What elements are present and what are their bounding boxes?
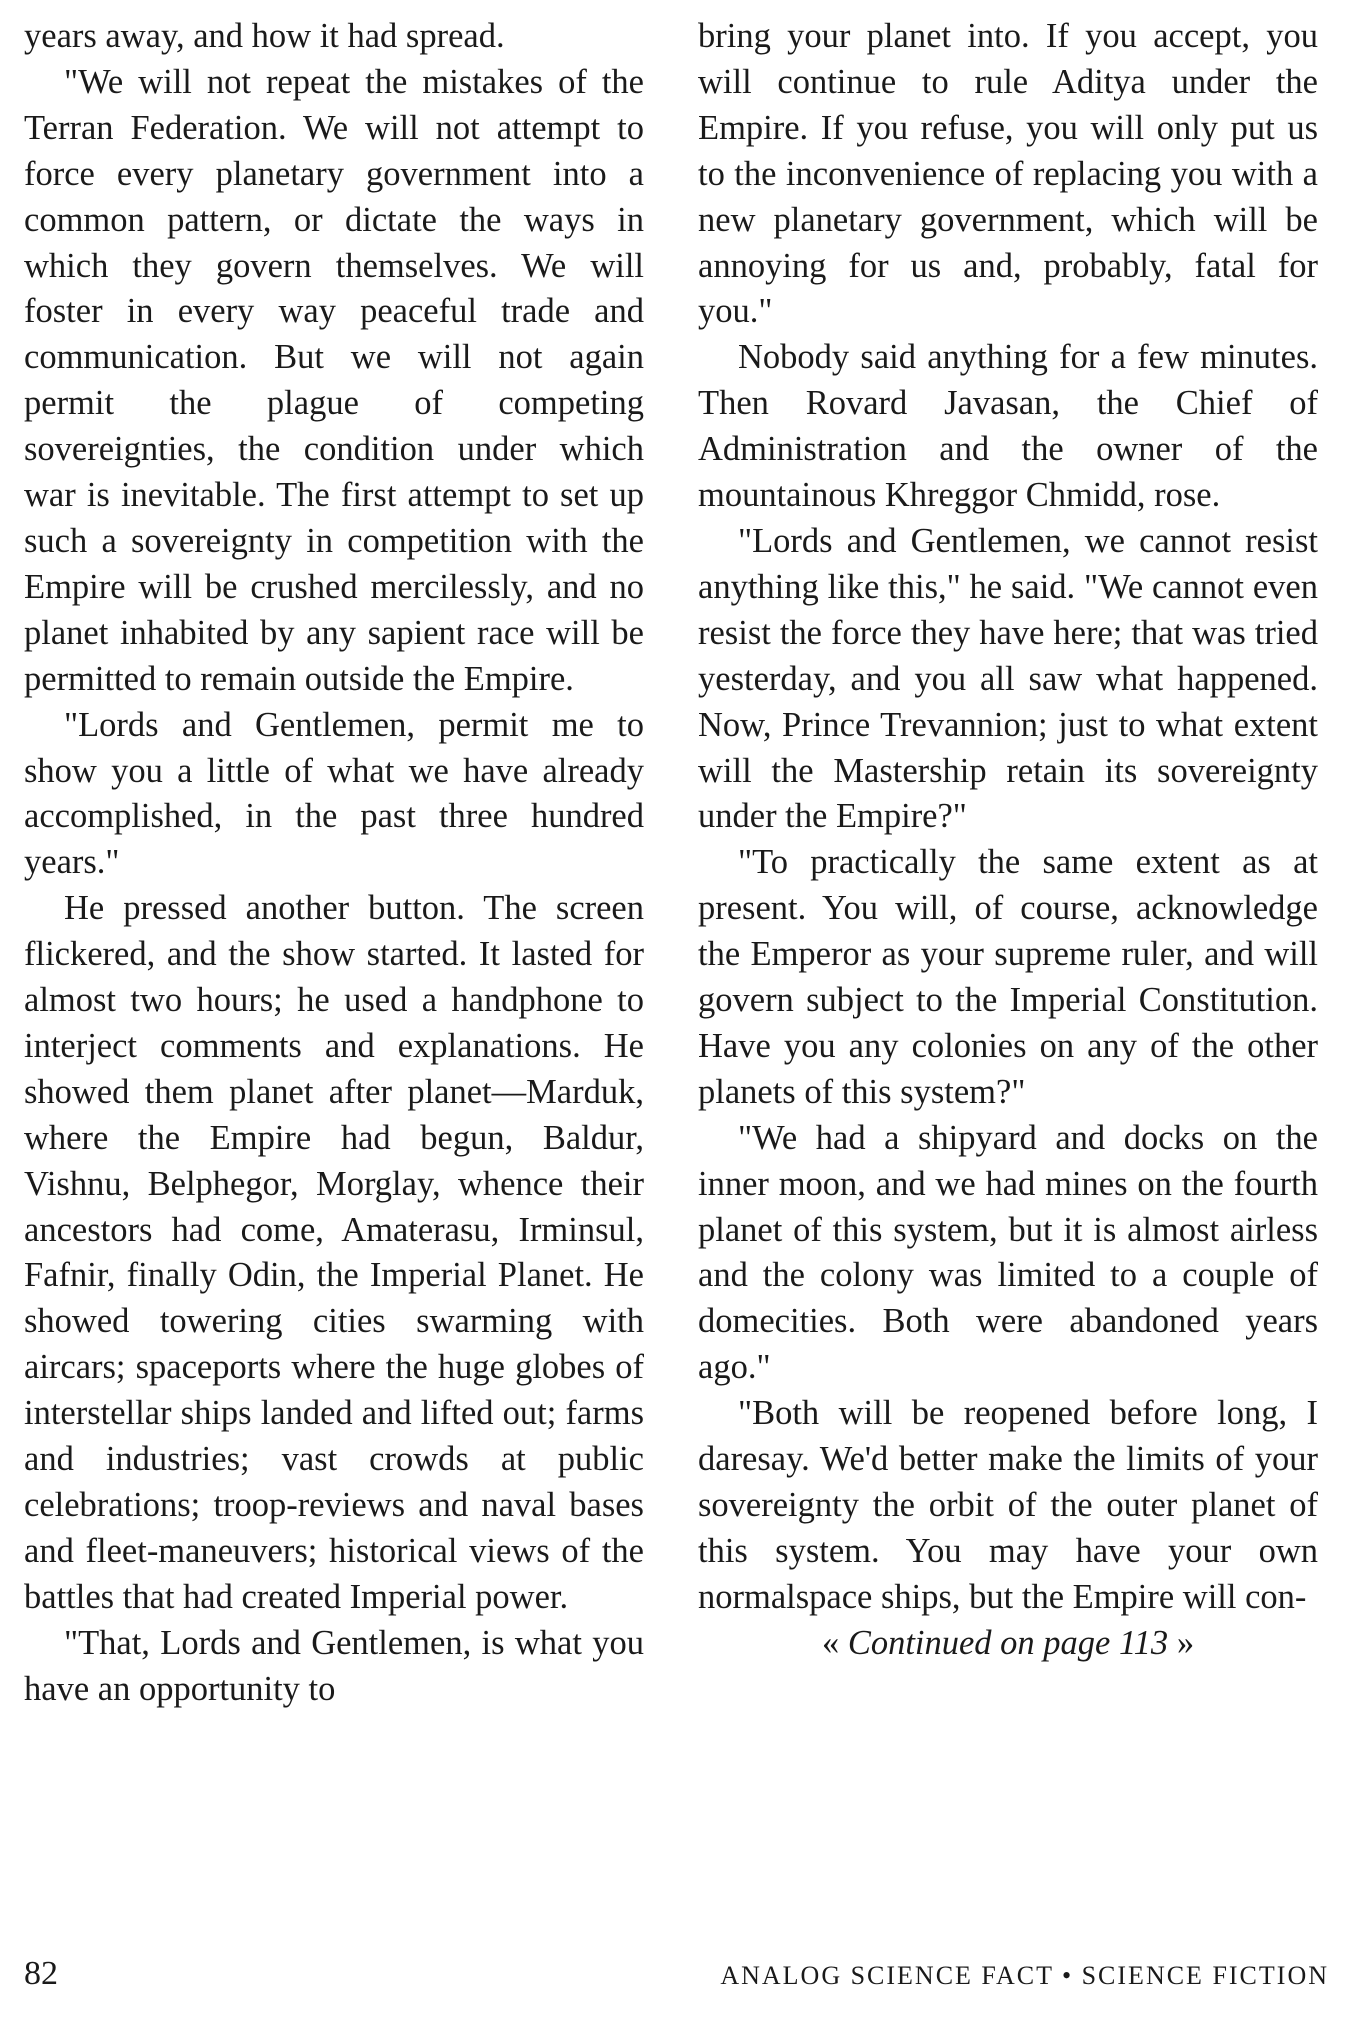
paragraph: "To practically the same extent as at present. You will, of course, acknowledge the Emperor as your supreme ruler, and will govern subject to the Imperial Constitution. Have you any colonies on any of the other planets of this system?" xyxy=(698,843,1318,1111)
page-footer xyxy=(24,1955,1329,2005)
paragraph: "We will not repeat the mistakes of the Terran Federation. We will not attempt to force every planetary government into a common pattern, or dictate the ways in which they govern themselves. We will foster in every way peaceful trade and communication. But we will not again permit the plague of competing sovereignties, the condition under which war is inevitable. The first attempt to set up such a sovereignty in competition with the Empire will be crushed mercilessly, and no planet inhabited by any sapient race will be permitted to remain outside the Empire. xyxy=(24,62,644,698)
paragraph: Nobody said anything for a few minutes. Then Rovard Javasan, the Chief of Administration and the owner of the mountainous Khreggor Chmidd, rose. xyxy=(698,338,1318,515)
guillemet-close: » xyxy=(1176,1623,1195,1662)
paragraph: bring your planet into. If you accept, you will continue to rule Aditya under the Empire. If you refuse, you will only put us to the inconvenience of replacing you with a new planetary government, which will be annoying for us and, probably, fatal for you." xyxy=(698,17,1318,331)
paragraph: years away, and how it had spread. xyxy=(24,17,505,55)
running-title: ANALOG SCIENCE FACT • SCIENCE FICTION xyxy=(720,1961,1329,1990)
right-column xyxy=(698,14,1318,1667)
guillemet-open: « xyxy=(821,1623,840,1662)
page-number: 82 xyxy=(24,1955,58,1992)
left-column xyxy=(24,14,644,1713)
paragraph: "Both will be reopened before long, I daresay. We'd better make the limits of your sovereignty the orbit of the outer planet of this system. You may have your own normalspace ships, but the Empire will con- xyxy=(698,1394,1318,1616)
continued-text: Continued on page 113 xyxy=(847,1623,1169,1662)
paragraph: "That, Lords and Gentlemen, is what you have an opportunity to xyxy=(24,1623,644,1708)
paragraph: "Lords and Gentlemen, we cannot resist anything like this," he said. "We cannot even resist the force they have here; that was tried yesterday, and you all saw what happened. Now, Prince Trevannion; just to what extent will the Mastership retain its sovereignty under the Empire?" xyxy=(698,521,1318,836)
paragraph: "Lords and Gentlemen, permit me to show you a little of what we have already accomplished, in the past three hundred years." xyxy=(24,705,644,882)
paragraph: "We had a shipyard and docks on the inner moon, and we had mines on the fourth planet of this system, but it is almost airless and the colony was limited to a couple of domecities. Both were abandoned years ago." xyxy=(698,1118,1318,1387)
paragraph: He pressed another button. The screen flickered, and the show started. It lasted for almost two hours; he used a handphone to interject comments and explanations. He showed them planet after planet—Marduk, where the Empire had begun, Baldur, Vishnu, Belphegor, Morglay, whence their ancestors had come, Amaterasu, Irminsul, Fafnir, finally Odin, the Imperial Planet. He showed towering cities swarming with aircars; spaceports where the huge globes of interstellar ships landed and lifted out; farms and industries; vast crowds at public celebrations; troop-reviews and naval bases and fleet-maneuvers; historical views of the battles that had created Imperial power. xyxy=(24,889,644,1616)
continued-notice xyxy=(698,1621,1318,1667)
